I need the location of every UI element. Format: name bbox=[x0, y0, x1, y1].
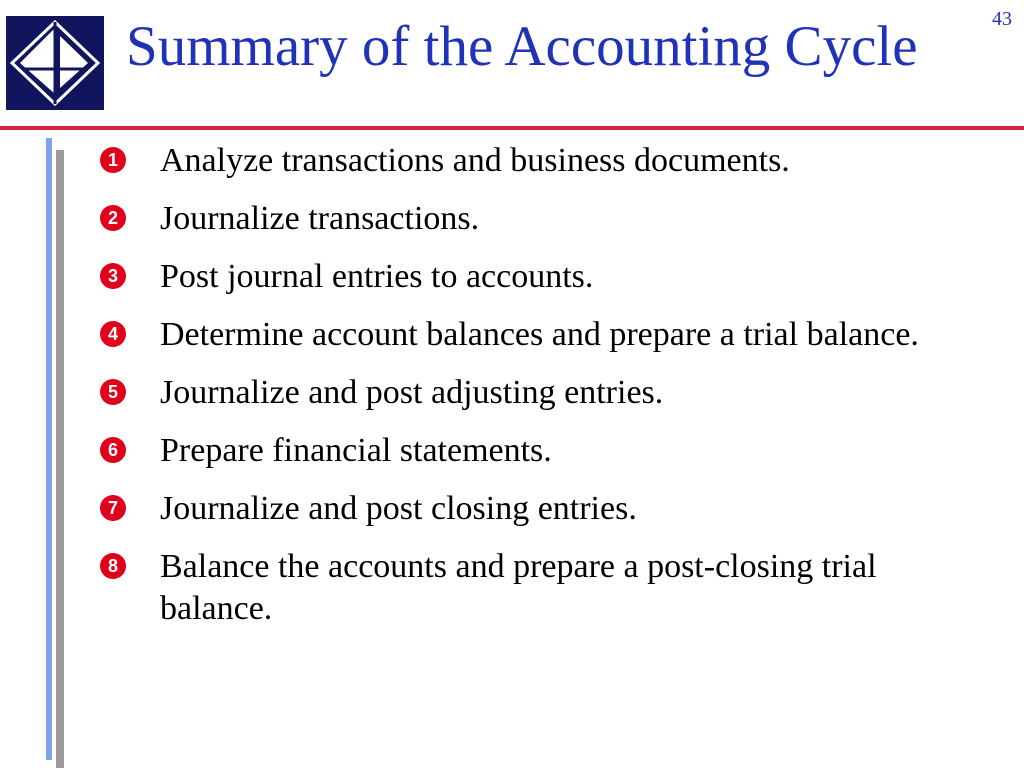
step-number-badge: 3 bbox=[100, 263, 126, 289]
step-text: Prepare financial statements. bbox=[160, 432, 552, 469]
accounting-cycle-steps bbox=[96, 140, 996, 646]
step-text: Journalize and post closing entries. bbox=[160, 490, 637, 527]
step-number-badge: 2 bbox=[100, 205, 126, 231]
page-number: 43 bbox=[992, 8, 1012, 30]
step-text: Determine account balances and prepare a trial balance. bbox=[160, 316, 919, 353]
list-item bbox=[96, 140, 996, 182]
list-item bbox=[96, 256, 996, 298]
step-text: Balance the accounts and prepare a post-closing trial balance. bbox=[160, 548, 877, 627]
step-number-badge: 4 bbox=[100, 321, 126, 347]
publisher-logo-icon bbox=[6, 16, 104, 110]
step-text: Journalize transactions. bbox=[160, 200, 480, 237]
list-item bbox=[96, 314, 996, 356]
step-number-badge: 7 bbox=[100, 495, 126, 521]
step-number-badge: 5 bbox=[100, 379, 126, 405]
step-number-badge: 8 bbox=[100, 553, 126, 579]
list-item bbox=[96, 488, 996, 530]
side-shadow-bar bbox=[56, 150, 64, 768]
list-item bbox=[96, 198, 996, 240]
title-divider bbox=[0, 126, 1024, 130]
side-accent-bar bbox=[46, 138, 52, 760]
step-text: Journalize and post adjusting entries. bbox=[160, 374, 664, 411]
slide-title: Summary of the Accounting Cycle bbox=[126, 15, 918, 78]
list-item bbox=[96, 546, 996, 630]
step-text: Analyze transactions and business documents. bbox=[160, 142, 790, 179]
step-number-badge: 6 bbox=[100, 437, 126, 463]
step-number-badge: 1 bbox=[100, 147, 126, 173]
list-item bbox=[96, 372, 996, 414]
list-item bbox=[96, 430, 996, 472]
step-text: Post journal entries to accounts. bbox=[160, 258, 594, 295]
